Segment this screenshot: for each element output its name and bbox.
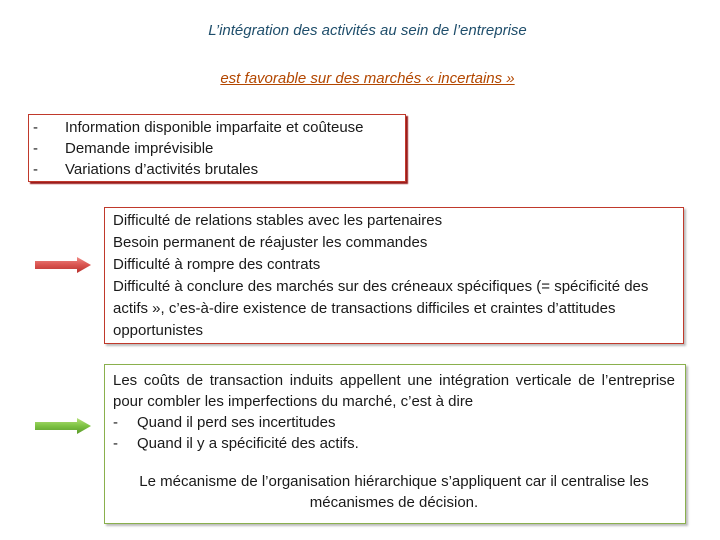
list-item (113, 412, 675, 433)
list-item-text: Quand il y a spécificité des actifs. (137, 435, 359, 452)
list-dash: - (33, 140, 38, 157)
consequence-line: Difficulté à conclure des marchés sur des créneaux spécifiques (= spécificité des actifs », c’es-à-dire existence de transactions difficiles et craintes d’attitudes opportunistes (113, 278, 649, 339)
page-subtitle (0, 70, 720, 87)
conditions-box (28, 114, 406, 182)
list-dash: - (33, 119, 38, 136)
list-item-text: Demande imprévisible (65, 140, 214, 157)
list-item (29, 159, 405, 180)
right-arrow-icon (35, 418, 91, 434)
consequence-line: Difficulté de relations stables avec les partenaires (113, 212, 443, 229)
list-item-text: Information disponible imparfaite et coûteuse (65, 119, 364, 136)
right-arrow-icon (35, 257, 91, 273)
consequences-box (104, 207, 684, 344)
list-item (113, 433, 675, 454)
list-item-text: Quand il perd ses incertitudes (137, 414, 336, 431)
list-dash: - (33, 161, 38, 178)
subtitle-text: est favorable sur des marchés « incertains » (220, 70, 515, 87)
conclusion-final: Le mécanisme de l’organisation hiérarchique s’appliquent car il centralise les mécanismes de décision. (139, 473, 649, 511)
consequence-line: Besoin permanent de réajuster les commandes (113, 234, 428, 251)
list-item (29, 117, 405, 138)
list-item (29, 138, 405, 159)
conclusion-box (104, 364, 686, 524)
conclusion-paragraph: Les coûts de transaction induits appellent une intégration verticale de l’entreprise pour combler les imperfections du marché, c’est à dire (113, 372, 675, 410)
page-title: L’intégration des activités au sein de l’entreprise (208, 22, 527, 39)
list-dash: - (113, 414, 118, 431)
list-item-text: Variations d’activités brutales (65, 161, 259, 178)
consequence-line: Difficulté à rompre des contrats (113, 256, 321, 273)
list-dash: - (113, 435, 118, 452)
